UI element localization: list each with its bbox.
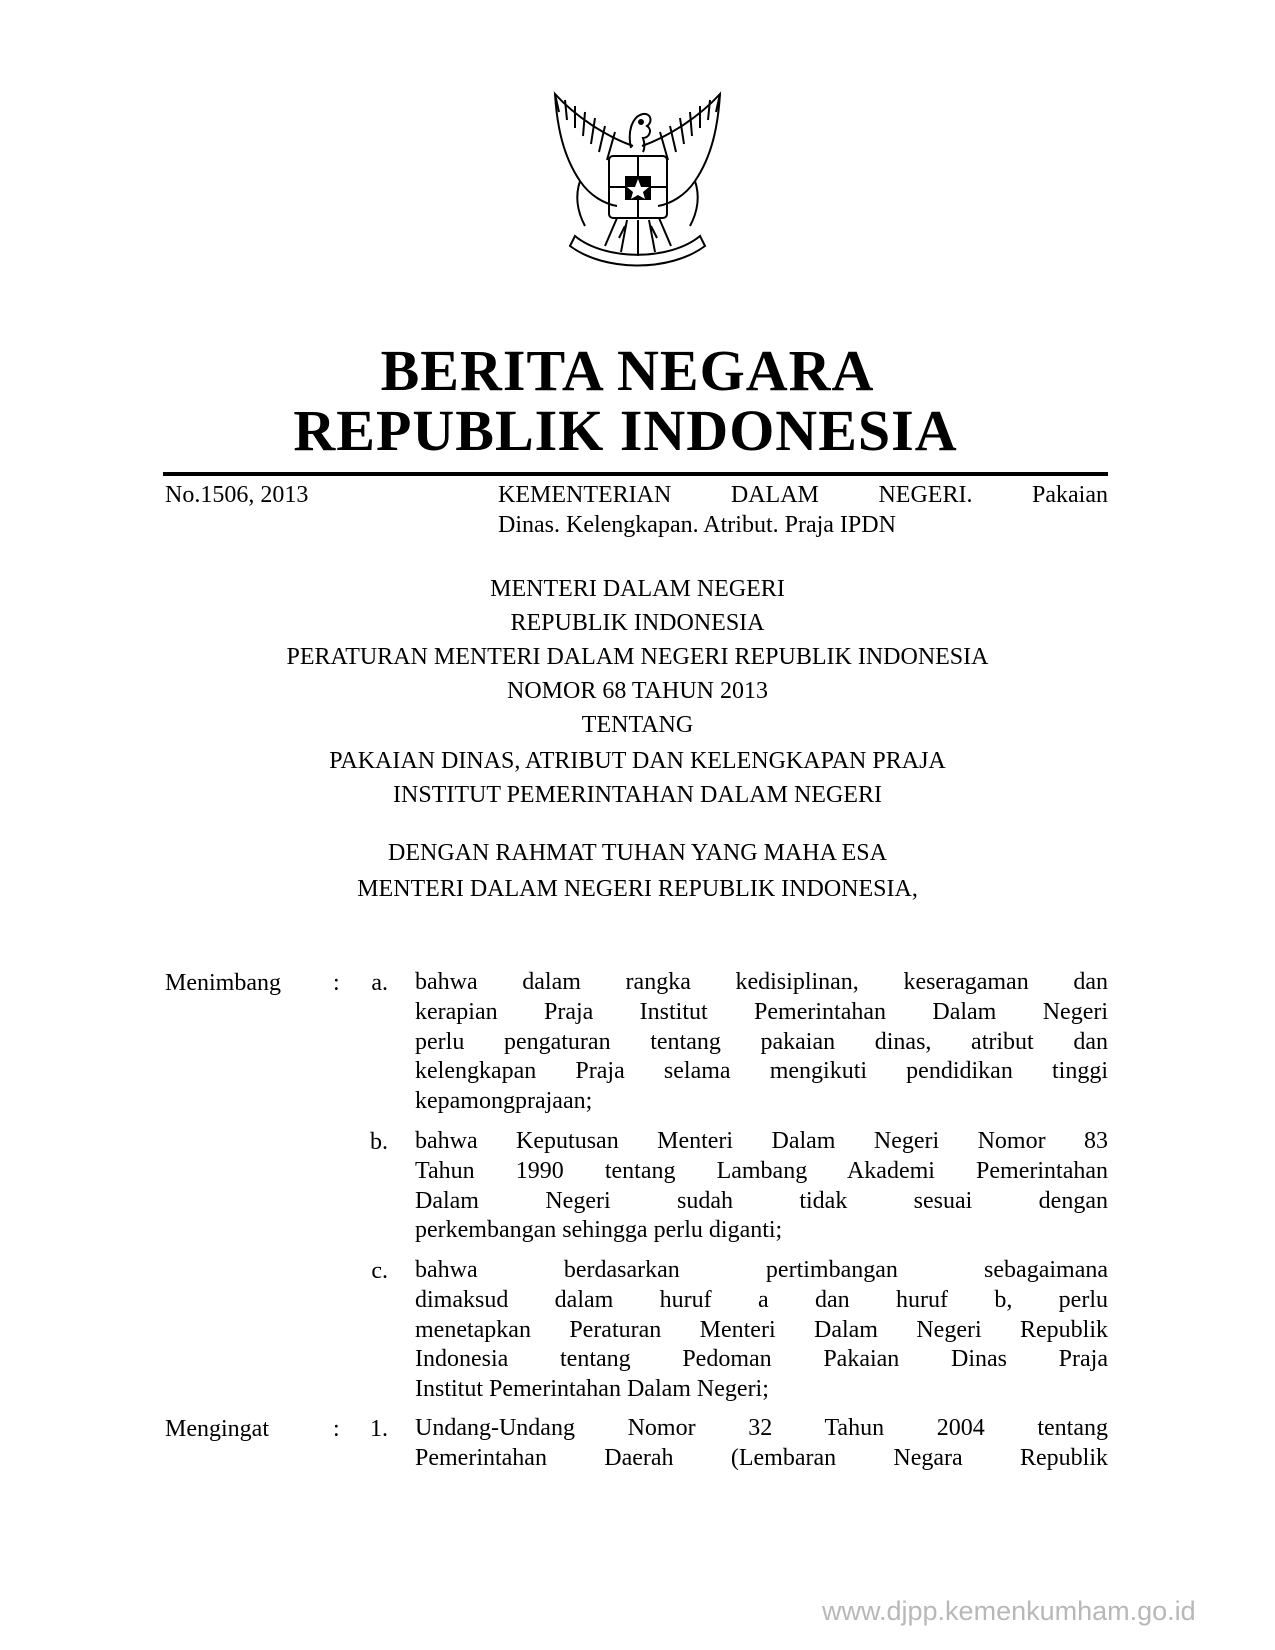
gazette-number: No.1506, 2013 bbox=[165, 482, 309, 508]
website-watermark: www.djpp.kemenkumham.go.id bbox=[822, 1596, 1196, 1626]
list-item-line: kelengkapan Praja selama mengikuti pendidikan tinggi bbox=[415, 1058, 1108, 1085]
heading-line8: DENGAN RAHMAT TUHAN YANG MAHA ESA bbox=[388, 840, 887, 866]
list-item-line: Indonesia tentang Pedoman Pakaian Dinas Praja bbox=[415, 1346, 1108, 1373]
mengingat-colon: : bbox=[333, 1416, 340, 1442]
mengingat-label: Mengingat bbox=[165, 1416, 269, 1442]
list-item-line: Institut Pemerintahan Dalam Negeri; bbox=[415, 1376, 769, 1403]
gazette-title-line2: REPUBLIK INDONESIA bbox=[293, 398, 958, 463]
list-item-line: Pemerintahan Daerah (Lembaran Negara Republik bbox=[415, 1444, 1108, 1471]
list-item-line: bahwa dalam rangka kedisiplinan, keseragaman dan bbox=[415, 969, 1108, 995]
menimbang-label: Menimbang bbox=[165, 970, 281, 996]
menimbang-marker-c: c. bbox=[371, 1258, 388, 1284]
heading-line5: TENTANG bbox=[581, 712, 694, 738]
list-item-line: bahwa berdasarkan pertimbangan sebagaimana bbox=[415, 1257, 1108, 1283]
menimbang-colon: : bbox=[333, 970, 340, 996]
list-item-line: perkembangan sehingga perlu diganti; bbox=[415, 1217, 783, 1244]
heading-line7: INSTITUT PEMERINTAHAN DALAM NEGERI bbox=[393, 782, 882, 808]
list-item-line: Undang-Undang Nomor 32 Tahun 2004 tentang bbox=[415, 1415, 1108, 1441]
list-item-line: Tahun 1990 tentang Lambang Akademi Pemerintahan bbox=[415, 1157, 1108, 1184]
menimbang-item-c bbox=[415, 1256, 1108, 1405]
menimbang-marker-b: b. bbox=[370, 1129, 388, 1155]
heading-line4: NOMOR 68 TAHUN 2013 bbox=[507, 678, 768, 704]
gazette-subject-line2: Dinas. Kelengkapan. Atribut. Praja IPDN bbox=[498, 512, 896, 538]
title-divider bbox=[163, 472, 1108, 476]
garuda-emblem-icon bbox=[535, 86, 740, 276]
menimbang-item-a bbox=[415, 968, 1108, 1117]
heading-line3: PERATURAN MENTERI DALAM NEGERI REPUBLIK INDONESIA bbox=[286, 644, 989, 670]
list-item-line: bahwa Keputusan Menteri Dalam Negeri Nomor 83 bbox=[415, 1128, 1108, 1154]
heading-line9: MENTERI DALAM NEGERI REPUBLIK INDONESIA, bbox=[357, 876, 918, 902]
list-item-line: kerapian Praja Institut Pemerintahan Dalam Negeri bbox=[415, 998, 1108, 1025]
menimbang-marker-a: a. bbox=[371, 970, 388, 996]
list-item-line: menetapkan Peraturan Menteri Dalam Negeri Republik bbox=[415, 1316, 1108, 1343]
heading-line2: REPUBLIK INDONESIA bbox=[510, 610, 765, 636]
menimbang-item-b bbox=[415, 1127, 1108, 1246]
list-item-line: kepamongprajaan; bbox=[415, 1088, 593, 1115]
list-item-line: dimaksud dalam huruf a dan huruf b, perlu bbox=[415, 1286, 1108, 1313]
heading-line6: PAKAIAN DINAS, ATRIBUT DAN KELENGKAPAN PRAJA bbox=[329, 748, 946, 774]
heading-line1: MENTERI DALAM NEGERI bbox=[490, 576, 785, 602]
gazette-subject bbox=[498, 480, 1108, 540]
list-item-line: Dalam Negeri sudah tidak sesuai dengan bbox=[415, 1187, 1108, 1214]
gazette-title-line1: BERITA NEGARA bbox=[380, 338, 875, 403]
gazette-subject-line1: KEMENTERIAN DALAM NEGERI. Pakaian bbox=[498, 482, 1108, 508]
mengingat-marker-1: 1. bbox=[370, 1416, 388, 1442]
list-item-line: perlu pengaturan tentang pakaian dinas, atribut dan bbox=[415, 1028, 1108, 1055]
mengingat-item-1 bbox=[415, 1414, 1108, 1474]
